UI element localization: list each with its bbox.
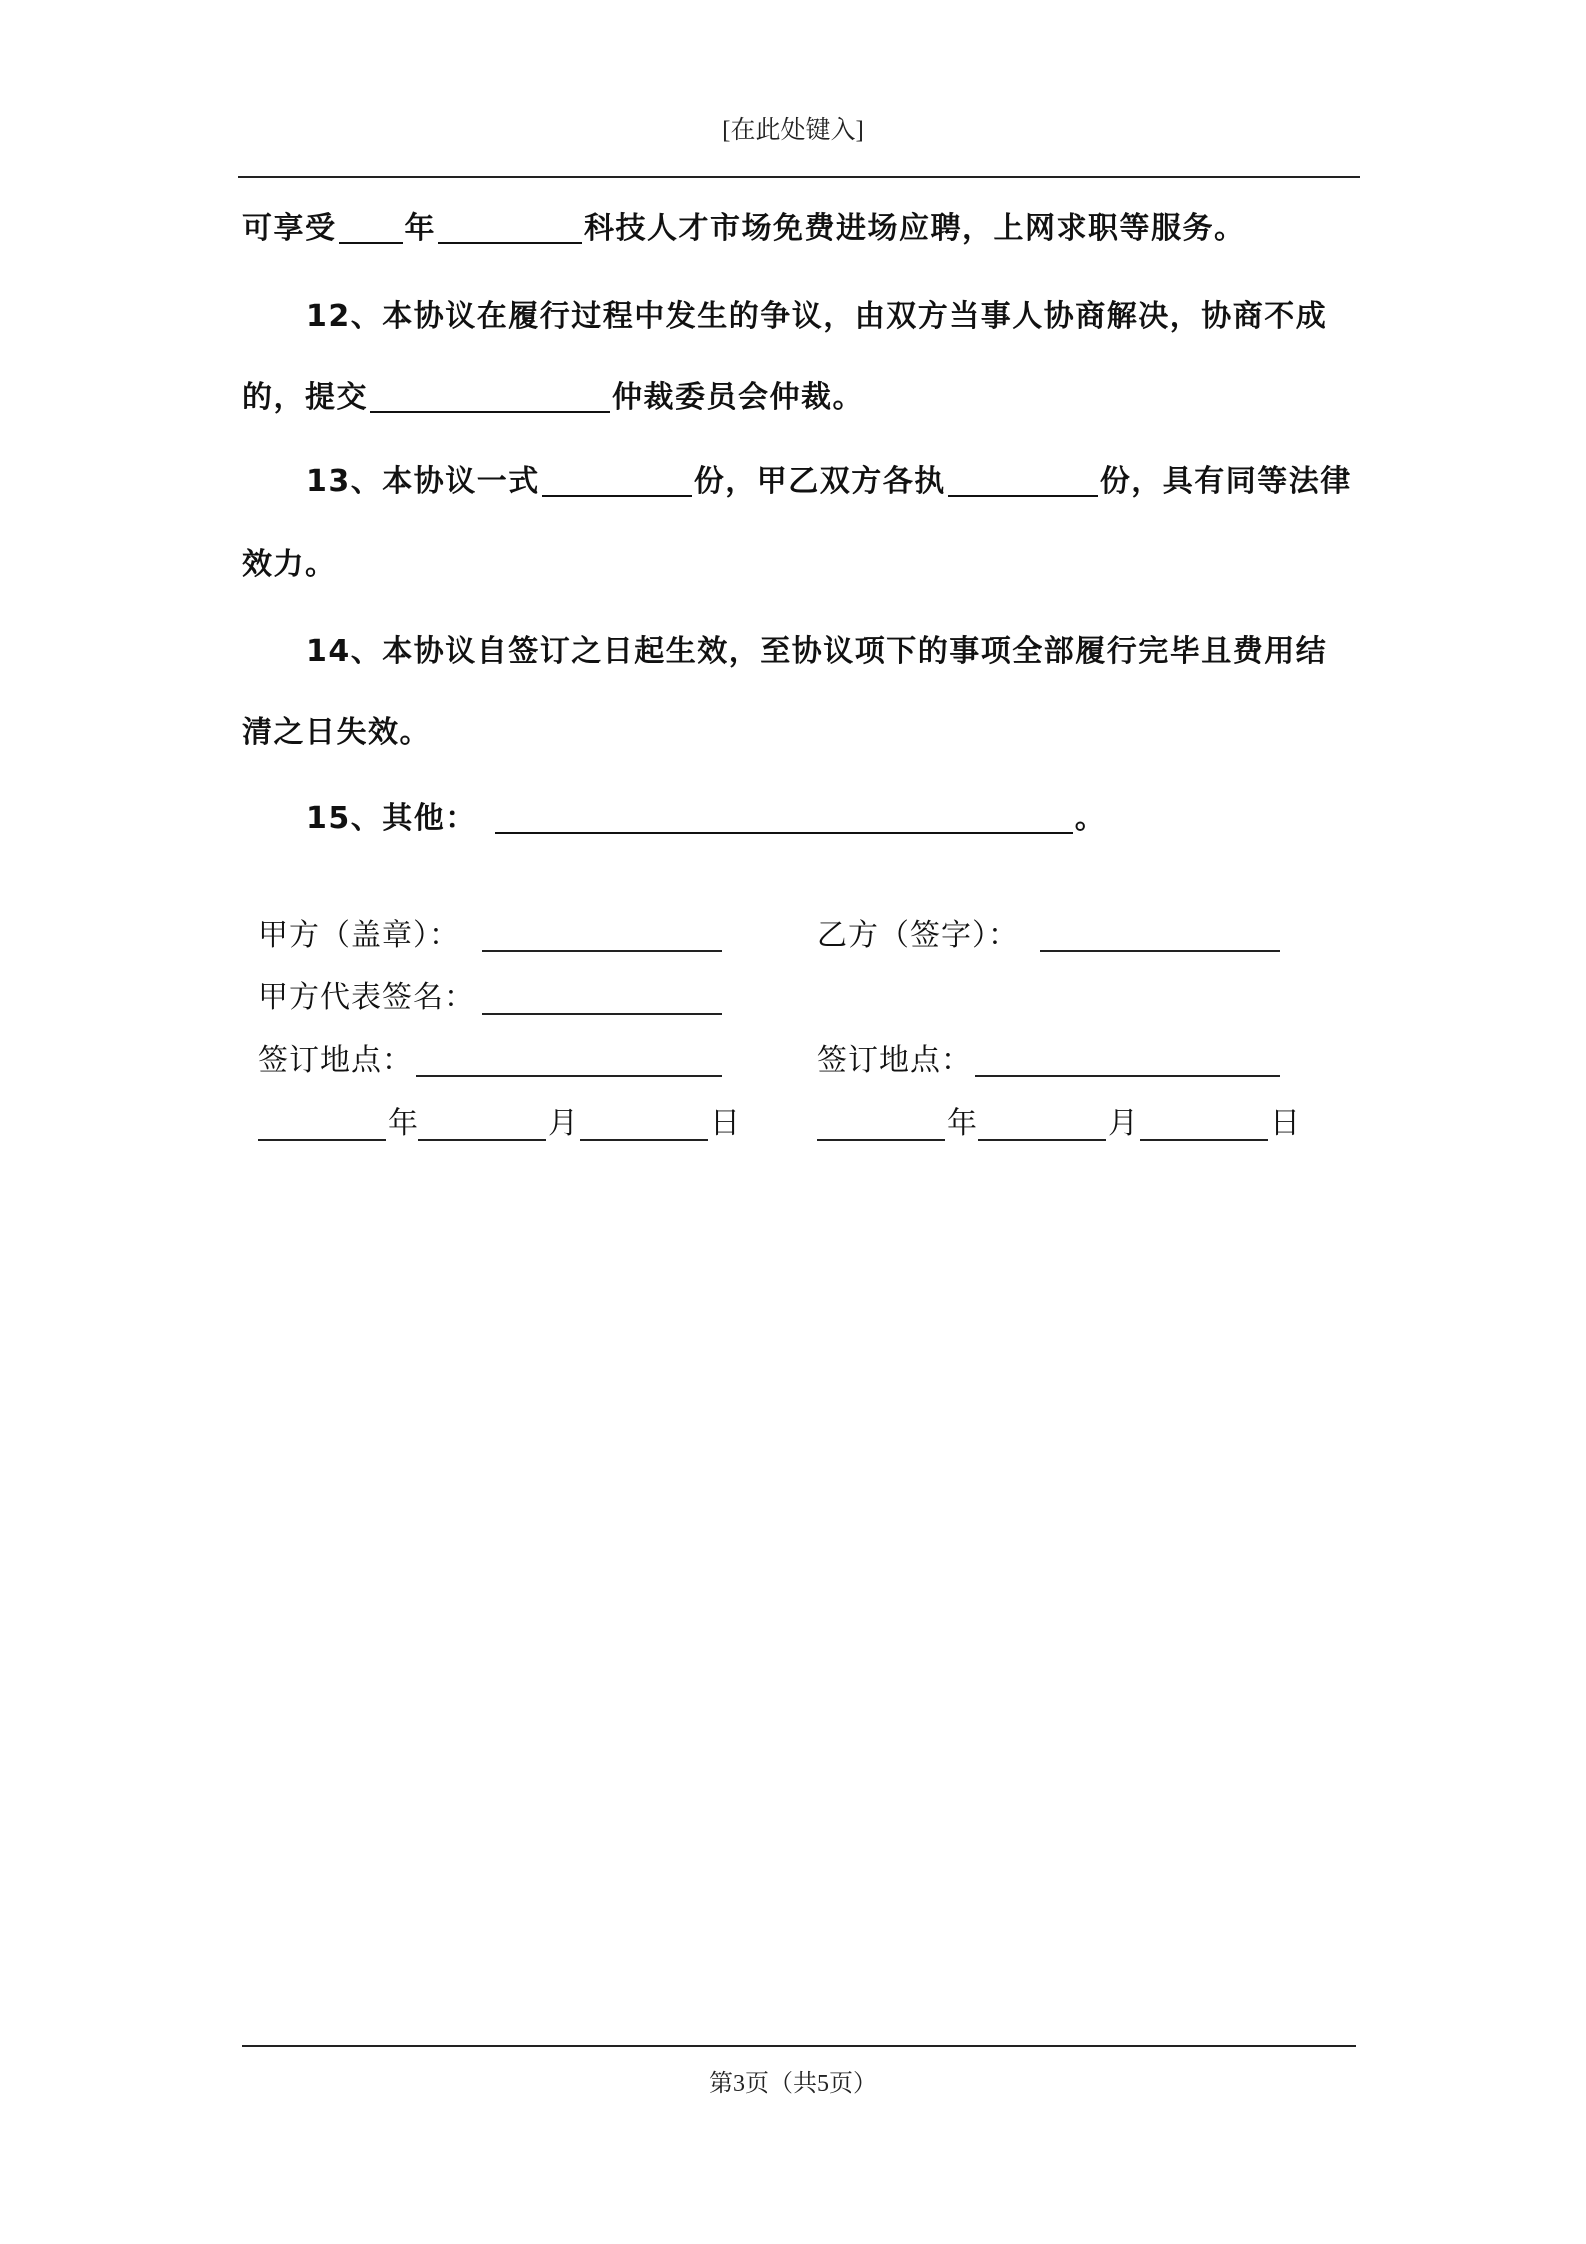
clause-15-text-a: 15、其他： <box>306 801 477 836</box>
date-a-day-blank[interactable] <box>580 1139 708 1141</box>
years-blank[interactable] <box>339 241 403 244</box>
clause-11-text-a: 可享受 <box>242 211 337 246</box>
party-a-seal-label: 甲方（盖章）： <box>258 918 460 953</box>
clause-11-text-c: 科技人才市场免费进场应聘，上网求职等服务。 <box>584 211 1246 246</box>
date-a-day-label: 日 <box>710 1106 741 1141</box>
other-terms-blank[interactable] <box>495 831 1073 834</box>
clause-11-continuation <box>242 211 1246 246</box>
place-b-blank[interactable] <box>975 1075 1280 1077</box>
date-a-year-blank[interactable] <box>258 1139 386 1141</box>
clause-14-line-1: 14、本协议自签订之日起生效，至协议项下的事项全部履行完毕且费用结 <box>306 634 1328 669</box>
place-a-blank[interactable] <box>416 1075 722 1077</box>
page-header: [在此处键入] <box>722 117 864 144</box>
clause-15-text-b: 。 <box>1074 801 1107 836</box>
page-number: 第3页（共5页） <box>709 2071 877 2097</box>
clause-13-text-b: 份，甲乙双方各执 <box>693 464 946 499</box>
party-a-rep-label: 甲方代表签名： <box>258 980 475 1015</box>
copies-total-blank[interactable] <box>542 494 692 497</box>
footer-rule <box>242 2045 1356 2047</box>
clause-13-line-2: 效力。 <box>242 547 337 582</box>
clause-12-text-a: 的，提交 <box>242 380 368 415</box>
party-a-seal-blank[interactable] <box>482 950 722 952</box>
date-a-month-label: 月 <box>548 1106 579 1141</box>
clause-12-text-b: 仲裁委员会仲裁。 <box>612 380 864 415</box>
date-b-year-blank[interactable] <box>817 1139 945 1141</box>
venue-blank[interactable] <box>438 241 582 244</box>
party-b-sign-label: 乙方（签字）： <box>817 918 1019 953</box>
date-b-month-blank[interactable] <box>978 1139 1106 1141</box>
party-a-rep-blank[interactable] <box>482 1013 722 1015</box>
date-a-month-blank[interactable] <box>418 1139 546 1141</box>
clause-13-line-1 <box>306 464 1352 499</box>
place-b-label: 签订地点： <box>817 1043 972 1078</box>
date-a-year-label: 年 <box>388 1106 419 1141</box>
date-b-day-label: 日 <box>1270 1106 1301 1141</box>
clause-13-text-a: 13、本协议一式 <box>306 464 540 499</box>
arbitration-committee-blank[interactable] <box>370 410 610 413</box>
date-b-month-label: 月 <box>1108 1106 1139 1141</box>
clause-13-text-c: 份，具有同等法律 <box>1099 464 1352 499</box>
date-b-day-blank[interactable] <box>1140 1139 1268 1141</box>
clause-12-line-1: 12、本协议在履行过程中发生的争议，由双方当事人协商解决，协商不成 <box>306 299 1328 334</box>
clause-12-line-2 <box>242 380 864 415</box>
party-b-sign-blank[interactable] <box>1040 950 1280 952</box>
copies-each-blank[interactable] <box>948 494 1098 497</box>
clause-14-line-2: 清之日失效。 <box>242 715 431 750</box>
header-rule <box>238 176 1360 178</box>
clause-15 <box>306 801 1107 836</box>
date-b-year-label: 年 <box>947 1106 978 1141</box>
place-a-label: 签订地点： <box>258 1043 413 1078</box>
clause-11-text-b: 年 <box>404 211 436 246</box>
